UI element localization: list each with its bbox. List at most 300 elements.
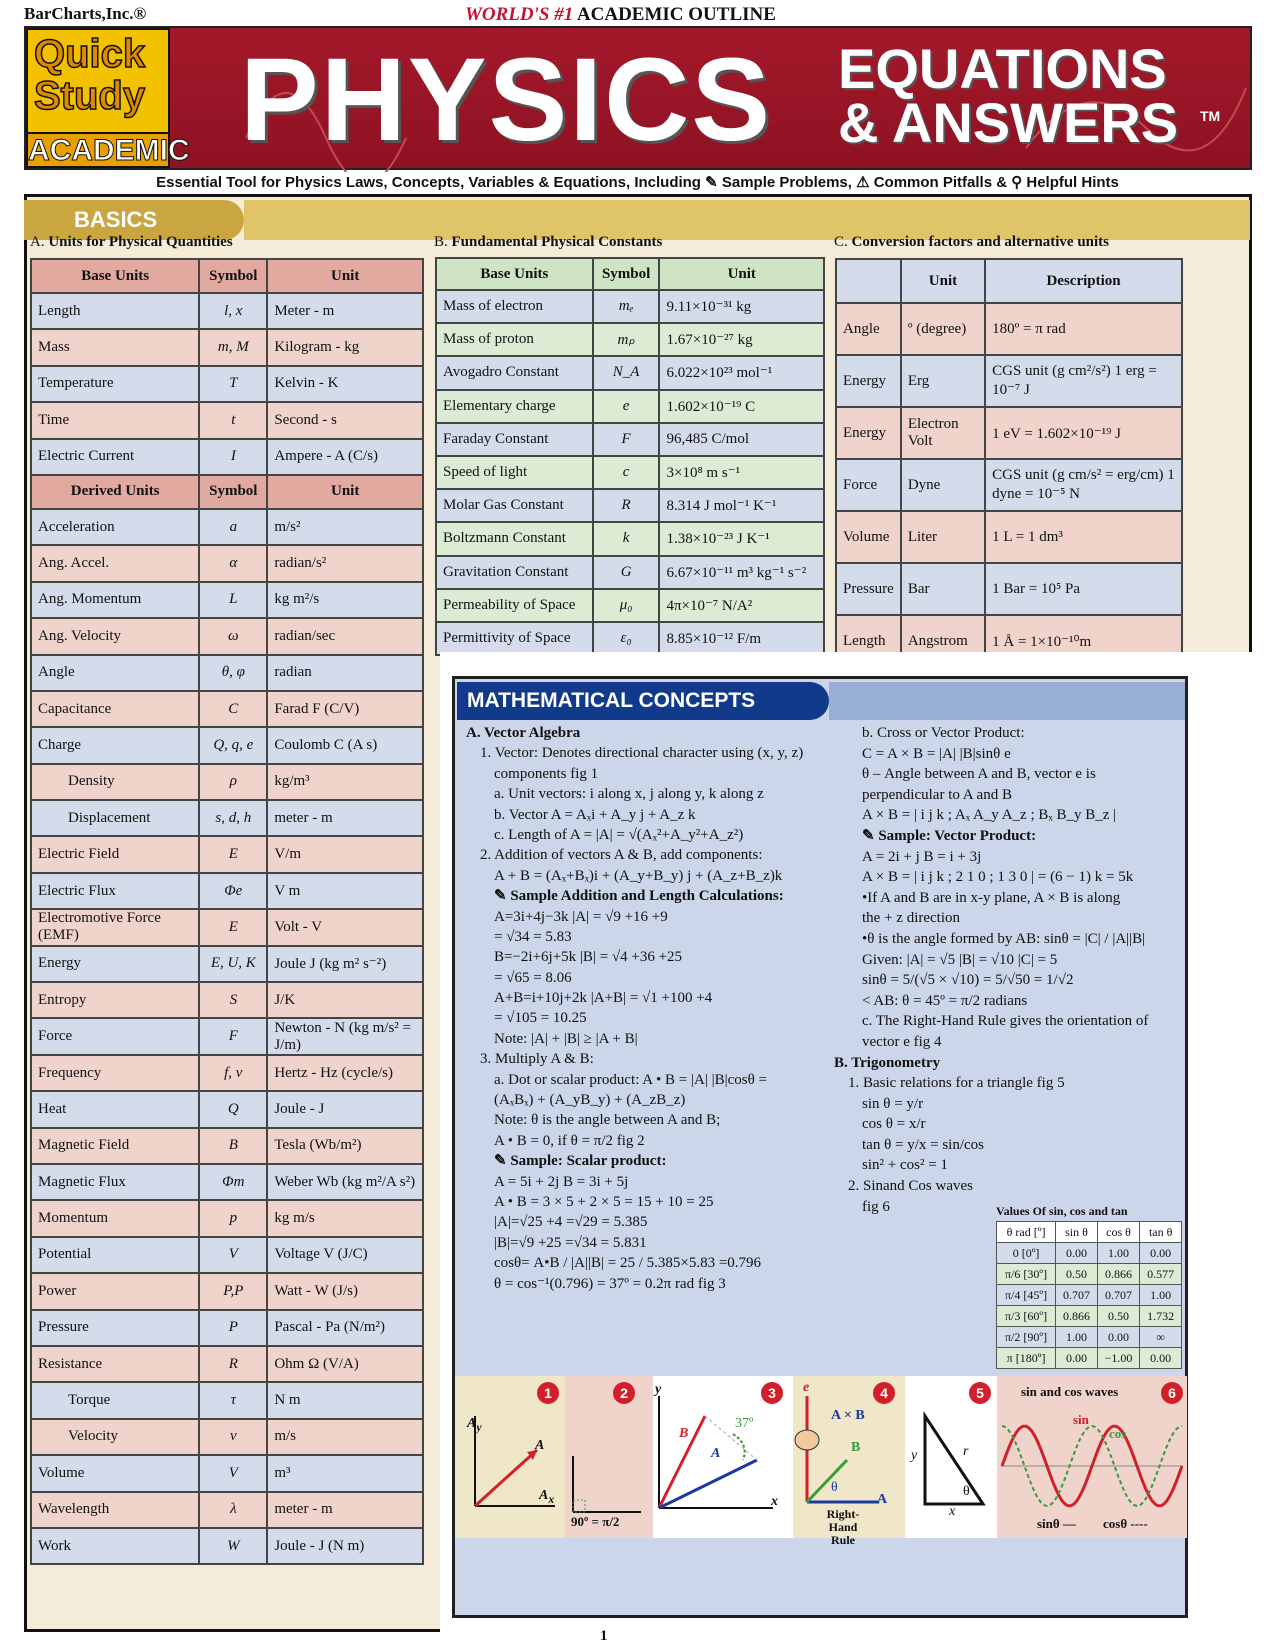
units-cell: Q: [199, 1091, 267, 1127]
conversion-row: [836, 407, 1182, 459]
fig1-ax-sub: x: [548, 1492, 555, 1506]
units-row: [31, 836, 423, 872]
conversion-cell: 180º = π rad: [985, 303, 1182, 355]
trig-row: [997, 1327, 1182, 1348]
units-row: [31, 509, 423, 545]
constants-cell: Avogadro Constant: [436, 356, 593, 389]
units-header-cell: Symbol: [199, 259, 267, 293]
units-row: [31, 439, 423, 475]
units-cell: R: [199, 1346, 267, 1382]
conversion-row: [836, 563, 1182, 615]
math-right-line: A × B = | i j k ; 2 1 0 ; 1 3 0 | = (6 − 1) k = 5k: [862, 869, 1134, 886]
constants-cell: 96,485 C/mol: [659, 423, 824, 456]
units-cell: V/m: [267, 836, 423, 872]
constants-cell: N_A: [593, 356, 660, 389]
units-cell: m/s: [267, 1419, 423, 1455]
trig-cell: 1.00: [1056, 1327, 1098, 1348]
units-cell: I: [199, 439, 267, 475]
units-row: [31, 1310, 423, 1346]
constants-cell: mₚ: [593, 323, 660, 356]
units-cell: Entropy: [31, 982, 199, 1018]
constants-table: [435, 257, 825, 656]
units-cell: Heat: [31, 1091, 199, 1127]
fig-number-6: 6: [1161, 1382, 1183, 1404]
section-c-title: Conversion factors and alternative units: [851, 234, 1110, 250]
fig1-ax: [539, 1488, 554, 1506]
fig4-b: B: [851, 1440, 861, 1455]
math-right-line: < AB: θ = 45º = π/2 radians: [862, 992, 1028, 1009]
section-b-title: Fundamental Physical Constants: [451, 234, 663, 250]
quickstudy-logo: [26, 28, 190, 168]
constants-cell: F: [593, 423, 660, 456]
constants-row: [436, 589, 824, 622]
conversion-row: [836, 303, 1182, 355]
trig-cell: π/6 [30º]: [997, 1264, 1056, 1285]
units-row: [31, 293, 423, 329]
math-left-line: cosθ= A•B / |A||B| = 25 / 5.385×5.83 =0.796: [494, 1255, 762, 1272]
fig-number-3: 3: [761, 1382, 783, 1404]
fig5-x: x: [949, 1504, 956, 1519]
units-cell: Electric Current: [31, 439, 199, 475]
math-right-line: A = 2i + j B = i + 3j: [862, 848, 982, 865]
math-left-line: A • B = 3 × 5 + 2 × 5 = 15 + 10 = 25: [494, 1193, 714, 1210]
units-row: [31, 1273, 423, 1309]
units-cell: E: [199, 836, 267, 872]
math-left-line: 3. Multiply A & B:: [480, 1051, 594, 1068]
section-a-title: Units for Physical Quantities: [48, 234, 233, 250]
units-cell: Ohm Ω (V/A): [267, 1346, 423, 1382]
fig3-b: B: [679, 1426, 689, 1441]
trig-header-cell: cos θ: [1097, 1222, 1140, 1243]
basics-tab: BASICS: [24, 200, 244, 240]
trig-cell: 0.00: [1140, 1348, 1182, 1369]
units-cell: a: [199, 509, 267, 545]
math-right-line: the + z direction: [862, 910, 961, 927]
logo-quick: Quick: [34, 32, 146, 76]
units-cell: V: [199, 1237, 267, 1273]
trig-row: [997, 1285, 1182, 1306]
fig-number-1: 1: [537, 1382, 559, 1404]
fig5-r: r: [963, 1444, 969, 1459]
math-left-line: 2. Addition of vectors A & B, add components:: [480, 847, 763, 864]
constants-cell: Mass of proton: [436, 323, 593, 356]
math-left-column: [466, 724, 826, 1295]
conversion-row: [836, 355, 1182, 407]
units-cell: Joule J (kg m² s⁻²): [267, 946, 423, 982]
units-cell: radian/s²: [267, 545, 423, 581]
trig-cell: 0.577: [1140, 1264, 1182, 1285]
units-row: [31, 1237, 423, 1273]
units-cell: τ: [199, 1382, 267, 1418]
fig6-legend-cos: cosθ ----: [1103, 1516, 1148, 1531]
math-right-line: sin θ = y/r: [862, 1095, 924, 1112]
fig5-y: y: [911, 1448, 918, 1463]
units-header-row: [31, 475, 423, 509]
trig-table: [996, 1221, 1182, 1369]
conversion-cell: Electron Volt: [901, 407, 985, 459]
units-cell: Velocity: [31, 1419, 199, 1455]
math-left-line: |B|=√9 +25 =√34 = 5.831: [494, 1234, 647, 1251]
constants-cell: Molar Gas Constant: [436, 489, 593, 522]
trig-cell: 1.732: [1140, 1306, 1182, 1327]
figure-4: [793, 1376, 905, 1547]
constants-cell: μ₀: [593, 589, 660, 622]
units-cell: T: [199, 366, 267, 402]
units-cell: Φe: [199, 873, 267, 909]
math-left-line: 1. Vector: Denotes directional character using (x, y, z): [480, 745, 804, 762]
trig-cell: 1.00: [1140, 1285, 1182, 1306]
fig6-title: sin and cos waves: [1021, 1384, 1119, 1399]
math-right-line: sin² + cos² = 1: [862, 1157, 948, 1174]
units-header-cell: Unit: [267, 475, 423, 509]
conversion-cell: Energy: [836, 355, 901, 407]
publisher-label: BarCharts,Inc.®: [24, 4, 147, 23]
units-cell: V m: [267, 873, 423, 909]
fig3-y: y: [655, 1382, 662, 1397]
math-left-line: components fig 1: [494, 765, 599, 782]
units-header-cell: Symbol: [199, 475, 267, 509]
constants-cell: 4π×10⁻⁷ N/A²: [659, 589, 824, 622]
units-header-cell: Derived Units: [31, 475, 199, 509]
math-right-line: C = A × B = |A| |B|sinθ e: [862, 745, 1011, 762]
units-cell: Ampere - A (C/s): [267, 439, 423, 475]
math-left-line: Note: |A| + |B| ≥ |A + B|: [494, 1030, 638, 1047]
section-c-heading: [834, 234, 1109, 251]
constants-row: [436, 323, 824, 356]
units-cell: α: [199, 545, 267, 581]
section-c-letter: C.: [834, 234, 848, 250]
units-row: [31, 402, 423, 438]
fig4-a: A: [877, 1492, 888, 1507]
units-row: [31, 618, 423, 654]
constants-cell: Gravitation Constant: [436, 556, 593, 589]
units-cell: Charge: [31, 727, 199, 763]
units-cell: λ: [199, 1492, 267, 1528]
trig-cell: 0.00: [1140, 1243, 1182, 1264]
section-b-letter: B.: [434, 234, 448, 250]
units-cell: Frequency: [31, 1055, 199, 1091]
units-cell: Force: [31, 1018, 199, 1054]
section-a-letter: A.: [30, 234, 45, 250]
units-cell: Time: [31, 402, 199, 438]
math-left-line: ✎ Sample Addition and Length Calculations:: [494, 888, 784, 905]
constants-cell: 1.38×10⁻²³ J K⁻¹: [659, 522, 824, 555]
constants-header-cell: Base Units: [436, 258, 593, 290]
conversion-cell: Force: [836, 459, 901, 511]
units-cell: Momentum: [31, 1200, 199, 1236]
units-row: [31, 1382, 423, 1418]
units-cell: Joule - J (N m): [267, 1528, 423, 1564]
constants-cell: Boltzmann Constant: [436, 522, 593, 555]
units-cell: Q, q, e: [199, 727, 267, 763]
units-cell: ω: [199, 618, 267, 654]
units-cell: Acceleration: [31, 509, 199, 545]
units-cell: t: [199, 402, 267, 438]
constants-header-cell: Unit: [659, 258, 824, 290]
math-header-bar: [829, 682, 1185, 720]
trig-row: [997, 1306, 1182, 1327]
units-cell: J/K: [267, 982, 423, 1018]
figure-2: [565, 1376, 653, 1538]
constants-cell: c: [593, 456, 660, 489]
fig1-a: A: [535, 1438, 545, 1453]
units-row: [31, 1455, 423, 1491]
math-left-line: c. Length of A = |A| = √(Aₓ²+A_y²+A_z²): [494, 826, 744, 843]
trig-cell: −1.00: [1097, 1348, 1140, 1369]
units-cell: Tesla (Wb/m²): [267, 1128, 423, 1164]
math-right-line: B. Trigonometry: [834, 1054, 941, 1071]
units-cell: m³: [267, 1455, 423, 1491]
figure-6: [997, 1376, 1187, 1538]
units-cell: N m: [267, 1382, 423, 1418]
constants-cell: Faraday Constant: [436, 423, 593, 456]
trig-cell: ∞: [1140, 1327, 1182, 1348]
math-left-line: A+B=i+10j+2k |A+B| = √1 +100 +4: [494, 990, 713, 1007]
math-left-line: = √65 = 8.06: [494, 969, 572, 986]
units-cell: E, U, K: [199, 946, 267, 982]
trig-cell: π/3 [60º]: [997, 1306, 1056, 1327]
units-row: [31, 982, 423, 1018]
trig-cell: 1.00: [1097, 1243, 1140, 1264]
math-right-line: •θ is the angle formed by AB: sinθ = |C| / |A||B|: [862, 930, 1146, 947]
trig-row: [997, 1348, 1182, 1369]
section-a-heading: [30, 234, 233, 251]
units-cell: Wavelength: [31, 1492, 199, 1528]
trig-cell: 0.707: [1056, 1285, 1098, 1306]
units-cell: W: [199, 1528, 267, 1564]
units-table: [30, 258, 424, 1565]
trig-cell: π/2 [90º]: [997, 1327, 1056, 1348]
fig2-label: 90º = π/2: [571, 1514, 620, 1529]
world-tag-highlight: WORLD'S #1: [465, 4, 574, 25]
units-cell: Ang. Momentum: [31, 582, 199, 618]
trademark: TM: [1200, 108, 1221, 124]
units-cell: meter - m: [267, 1492, 423, 1528]
units-cell: Voltage V (J/C): [267, 1237, 423, 1273]
units-cell: Weber Wb (kg m²/A s²): [267, 1164, 423, 1200]
constants-cell: Elementary charge: [436, 390, 593, 423]
units-cell: Temperature: [31, 366, 199, 402]
logo-academic: ACADEMIC: [28, 134, 190, 167]
conversion-cell: 1 Å = 1×10⁻¹⁰m: [985, 615, 1182, 667]
units-row: [31, 1091, 423, 1127]
trig-cell: 0.866: [1097, 1264, 1140, 1285]
trig-cell: 0.50: [1056, 1264, 1098, 1285]
math-left-line: A=3i+4j−3k |A| = √9 +16 +9: [494, 908, 668, 925]
fig-number-4: 4: [873, 1382, 895, 1404]
units-cell: S: [199, 982, 267, 1018]
units-cell: Kelvin - K: [267, 366, 423, 402]
constants-cell: 6.67×10⁻¹¹ m³ kg⁻¹ s⁻²: [659, 556, 824, 589]
constants-row: [436, 456, 824, 489]
units-row: [31, 1419, 423, 1455]
constants-row: [436, 522, 824, 555]
figure-6-waves: [997, 1376, 1187, 1538]
fig-number-5: 5: [969, 1382, 991, 1404]
units-row: [31, 873, 423, 909]
constants-cell: 3×10⁸ m s⁻¹: [659, 456, 824, 489]
constants-cell: Mass of electron: [436, 290, 593, 323]
units-cell: F: [199, 1018, 267, 1054]
trig-row: [997, 1243, 1182, 1264]
conversion-header-cell: [836, 259, 901, 303]
constants-row: [436, 556, 824, 589]
math-right-line: tan θ = y/x = sin/cos: [862, 1136, 985, 1153]
constants-cell: R: [593, 489, 660, 522]
constants-table-wrap: [435, 257, 825, 656]
units-table-wrap: [30, 258, 424, 1565]
math-right-line: sinθ = 5/(√5 × √10) = 5/√50 = 1/√2: [862, 972, 1074, 989]
conversion-cell: Erg: [901, 355, 985, 407]
units-cell: Pressure: [31, 1310, 199, 1346]
units-cell: V: [199, 1455, 267, 1491]
trig-cell: π [180º]: [997, 1348, 1056, 1369]
fig6-legend-sin: sinθ —: [1037, 1516, 1076, 1531]
conversion-table: [835, 258, 1183, 668]
units-cell: Electromotive Force (EMF): [31, 909, 199, 945]
units-cell: Second - s: [267, 402, 423, 438]
conversion-cell: Angstrom: [901, 615, 985, 667]
constants-header-cell: Symbol: [593, 258, 660, 290]
units-cell: Kilogram - kg: [267, 329, 423, 365]
math-left-line: A • B = 0, if θ = π/2 fig 2: [494, 1132, 645, 1149]
section-b-heading: [434, 234, 662, 251]
fig6-cos: cos: [1109, 1426, 1127, 1441]
world-tag-text: ACADEMIC OUTLINE: [573, 4, 776, 25]
constants-cell: e: [593, 390, 660, 423]
units-cell: Coulomb C (A s): [267, 727, 423, 763]
fig-number-2: 2: [613, 1382, 635, 1404]
units-cell: s, d, h: [199, 800, 267, 836]
units-cell: Φm: [199, 1164, 267, 1200]
units-row: [31, 1128, 423, 1164]
trig-row: [997, 1264, 1182, 1285]
trig-cell: 0 [0º]: [997, 1243, 1056, 1264]
units-cell: Capacitance: [31, 691, 199, 727]
math-left-line: θ = cos⁻¹(0.796) = 37º = 0.2π rad fig 3: [494, 1275, 726, 1292]
trig-header-cell: sin θ: [1056, 1222, 1098, 1243]
units-cell: Watt - W (J/s): [267, 1273, 423, 1309]
math-left-line: B=−2i+6j+5k |B| = √4 +36 +25: [494, 949, 683, 966]
trig-cell: 0.50: [1097, 1306, 1140, 1327]
constants-row: [436, 622, 824, 655]
math-right-line: Given: |A| = √5 |B| = √10 |C| = 5: [862, 951, 1058, 968]
conversion-cell: 1 Bar = 10⁵ Pa: [985, 563, 1182, 615]
conversion-header-row: [836, 259, 1182, 303]
units-cell: radian/sec: [267, 618, 423, 654]
conversion-cell: Length: [836, 615, 901, 667]
constants-cell: k: [593, 522, 660, 555]
units-cell: Hertz - Hz (cycle/s): [267, 1055, 423, 1091]
trig-cell: 0.00: [1056, 1243, 1098, 1264]
conversion-cell: Angle: [836, 303, 901, 355]
constants-cell: 1.602×10⁻¹⁹ C: [659, 390, 824, 423]
fig4-axb: A × B: [831, 1408, 865, 1423]
units-cell: Newton - N (kg m/s² = J/m): [267, 1018, 423, 1054]
conversion-cell: CGS unit (g cm/s² = erg/cm) 1 dyne = 10⁻⁵ N: [985, 459, 1182, 511]
constants-row: [436, 290, 824, 323]
math-right-line: ✎ Sample: Vector Product:: [862, 827, 1037, 844]
trig-header-cell: θ rad [º]: [997, 1222, 1056, 1243]
units-cell: Joule - J: [267, 1091, 423, 1127]
conversion-cell: º (degree): [901, 303, 985, 355]
units-cell: Meter - m: [267, 293, 423, 329]
constants-cell: 8.85×10⁻¹² F/m: [659, 622, 824, 655]
units-row: [31, 946, 423, 982]
logo-study: Study: [34, 74, 146, 118]
units-cell: Power: [31, 1273, 199, 1309]
units-cell: θ, φ: [199, 655, 267, 691]
units-header-cell: Unit: [267, 259, 423, 293]
units-row: [31, 1055, 423, 1091]
units-cell: Volt - V: [267, 909, 423, 945]
units-row: [31, 1528, 423, 1564]
math-left-line: ✎ Sample: Scalar product:: [494, 1153, 667, 1170]
units-row: [31, 366, 423, 402]
units-cell: Resistance: [31, 1346, 199, 1382]
units-header-cell: Base Units: [31, 259, 199, 293]
conversion-cell: Bar: [901, 563, 985, 615]
conversion-cell: 1 L = 1 dm³: [985, 511, 1182, 563]
units-cell: Ang. Velocity: [31, 618, 199, 654]
units-cell: m/s²: [267, 509, 423, 545]
math-right-line: fig 6: [862, 1198, 890, 1215]
units-header-row: [31, 259, 423, 293]
fig4-label: [813, 1508, 873, 1547]
trig-cell: 0.707: [1097, 1285, 1140, 1306]
units-cell: Mass: [31, 329, 199, 365]
figures-strip: [455, 1376, 1187, 1547]
math-right-line: 2. Sinand Cos waves: [848, 1178, 973, 1195]
page-title: PHYSICS: [240, 34, 773, 166]
conversion-cell: Energy: [836, 407, 901, 459]
conversion-row: [836, 511, 1182, 563]
fig5-theta: θ: [963, 1484, 970, 1499]
math-tab: MATHEMATICAL CONCEPTS: [457, 682, 829, 720]
conversion-cell: 1 eV = 1.602×10⁻¹⁹ J: [985, 407, 1182, 459]
constants-cell: mₑ: [593, 290, 660, 323]
units-cell: B: [199, 1128, 267, 1164]
conversion-cell: Dyne: [901, 459, 985, 511]
units-cell: Energy: [31, 946, 199, 982]
units-cell: Farad F (C/V): [267, 691, 423, 727]
fig1-ay-sub: y: [476, 1420, 482, 1434]
math-left-line: = √34 = 5.83: [494, 928, 572, 945]
units-cell: P,P: [199, 1273, 267, 1309]
fig3-angle: 37º: [735, 1416, 754, 1431]
trig-cell: 0.00: [1056, 1348, 1098, 1369]
math-left-line: A + B = (Aₓ+Bₓ)i + (A_y+B_y) j + (A_z+B_z)k: [494, 867, 783, 884]
units-cell: kg/m³: [267, 764, 423, 800]
math-left-line: b. Vector A = Aₓi + A_y j + A_z k: [494, 806, 696, 823]
page-subtitle: [838, 37, 1179, 154]
trig-table-wrap: [996, 1221, 1182, 1369]
constants-cell: G: [593, 556, 660, 589]
constants-cell: 9.11×10⁻³¹ kg: [659, 290, 824, 323]
conversion-row: [836, 459, 1182, 511]
figure-3: [653, 1376, 793, 1538]
units-cell: Ang. Accel.: [31, 545, 199, 581]
units-cell: C: [199, 691, 267, 727]
math-left-line: A = 5i + 2j B = 3i + 5j: [494, 1173, 629, 1190]
subtitle-line2: & ANSWERS: [838, 91, 1179, 154]
units-cell: Potential: [31, 1237, 199, 1273]
trig-header-cell: tan θ: [1140, 1222, 1182, 1243]
units-cell: Work: [31, 1528, 199, 1564]
math-right-line: c. The Right-Hand Rule gives the orientation of: [862, 1013, 1149, 1030]
conversion-cell: Pressure: [836, 563, 901, 615]
fig1-ay: [467, 1416, 482, 1434]
